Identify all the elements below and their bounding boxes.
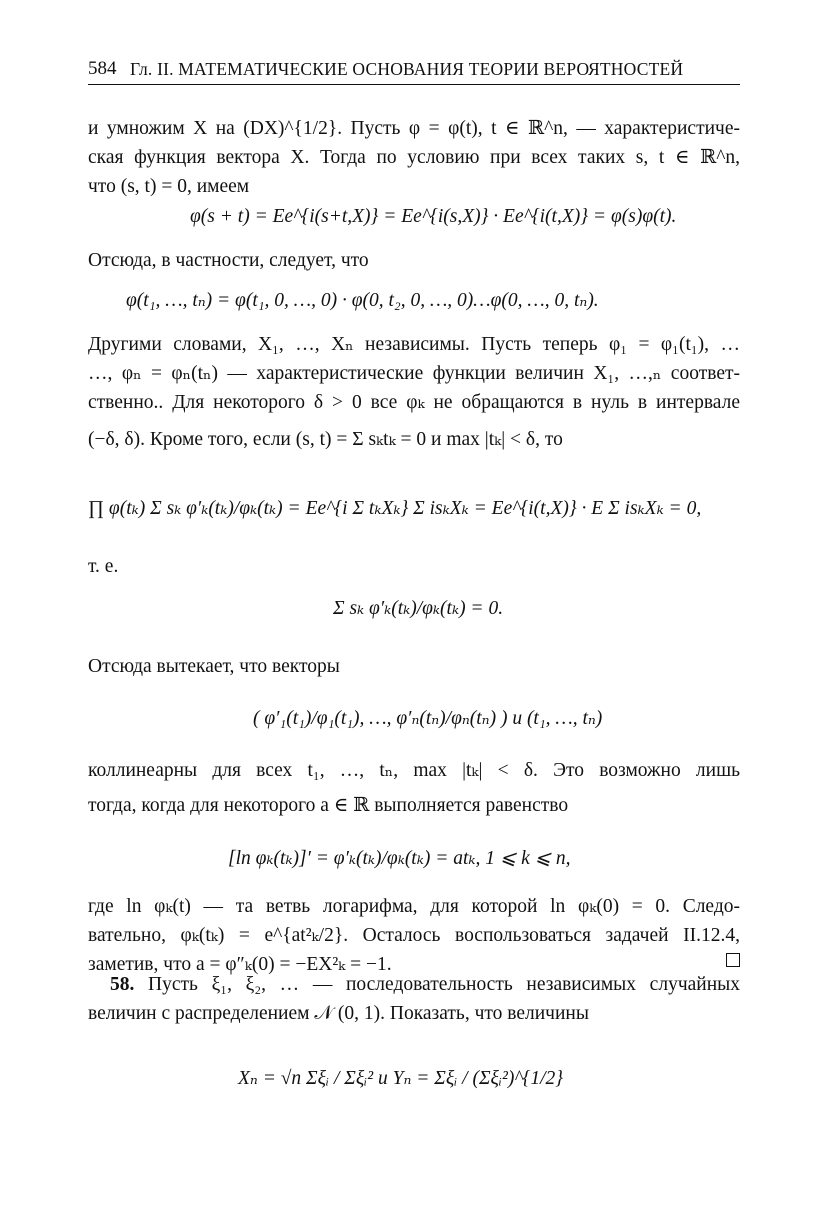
text-line: величин с распределением 𝒩 (0, 1). Показать, что величины [88, 1003, 589, 1024]
text-line: Другими словами, X₁, …, Xₙ независимы. Пусть теперь φ₁ = φ₁(t₁), … [88, 334, 740, 355]
book-page [88, 56, 741, 1089]
qed-square-icon [726, 953, 740, 967]
text-line: что (s, t) = 0, имеем [88, 176, 250, 197]
running-title: Гл. II. МАТЕМАТИЧЕСКИЕ ОСНОВАНИЯ ТЕОРИИ ВЕРОЯТНОСТЕЙ [130, 59, 684, 79]
equation-5: ( φ′₁(t₁)/φ₁(t₁), …, φ′ₙ(tₙ)/φₙ(tₙ) ) и (t₁, …, tₙ) [253, 708, 603, 729]
page-header [88, 56, 740, 85]
paragraph-te [88, 552, 740, 581]
equation-2: φ(t₁, …, tₙ) = φ(t₁, 0, …, 0) · φ(0, t₂, 0, …, 0)…φ(0, …, 0, tₙ). [126, 290, 599, 311]
text-line: и умножим X на (DX)^{1/2}. Пусть φ = φ(t), t ∈ ℝ^n, — характеристиче- [88, 118, 740, 139]
equation-4: Σ sₖ φ′ₖ(tₖ)/φₖ(tₖ) = 0. [333, 598, 504, 619]
equation-6: [ln φₖ(tₖ)]′ = φ′ₖ(tₖ)/φₖ(tₖ) = atₖ, 1 ⩽ k ⩽ n, [228, 848, 571, 869]
problem-number: 58. [110, 974, 135, 995]
page-number: 584 [88, 58, 117, 79]
text-line: Отсюда вытекает, что векторы [88, 656, 340, 677]
text-line: тогда, когда для некоторого a ∈ ℝ выполняется равенство [88, 795, 569, 816]
paragraph-1 [88, 114, 740, 201]
paragraph-3 [88, 330, 740, 454]
text-line: ственно.. Для некоторого δ > 0 все φₖ не обращаются в нуль в интервале [88, 392, 740, 413]
text-line: вательно, φₖ(tₖ) = e^{at²ₖ/2}. Осталось воспользоваться задачей II.12.4, [88, 925, 740, 946]
text-line: коллинеарны для всех t₁, …, tₙ, max |tₖ| < δ. Это возможно лишь [88, 760, 740, 781]
equation-3: ∏ φ(tₖ) Σ sₖ φ′ₖ(tₖ)/φₖ(tₖ) = Ee^{i Σ tₖXₖ} Σ isₖXₖ = Ee^{i(t,X)} · E Σ isₖXₖ = 0, [88, 498, 702, 519]
paragraph-6 [88, 892, 740, 979]
problem-text: Пусть ξ₁, ξ₂, … — последовательность независимых случайных [148, 974, 741, 995]
equation-7: Xₙ = √n Σξᵢ / Σξᵢ² и Yₙ = Σξᵢ / (Σξᵢ²)^{1/2} [238, 1068, 564, 1089]
text-line: ская функция вектора X. Тогда по условию при всех таких s, t ∈ ℝ^n, [88, 147, 740, 168]
paragraph-7 [88, 970, 740, 1028]
text-line: т. е. [88, 556, 119, 577]
text-line: (−δ, δ). Кроме того, если (s, t) = Σ sₖtₖ = 0 и max |tₖ| < δ, то [88, 429, 563, 450]
equation-1: φ(s + t) = Ee^{i(s+t,X)} = Ee^{i(s,X)} · Ee^{i(t,X)} = φ(s)φ(t). [190, 206, 677, 227]
text-line: заметив, что a = φ″ₖ(0) = −EX²ₖ = −1. [88, 954, 392, 975]
text-line: где ln φₖ(t) — та ветвь логарифма, для которой ln φₖ(0) = 0. Следо- [88, 896, 740, 917]
text-line [88, 970, 740, 999]
paragraph-2 [88, 246, 740, 275]
paragraph-4 [88, 652, 740, 681]
text-line: …, φₙ = φₙ(tₙ) — характеристические функции величин X₁, …,ₙ соответ- [88, 363, 740, 384]
text-line: Отсюда, в частности, следует, что [88, 250, 369, 271]
paragraph-5 [88, 756, 740, 820]
